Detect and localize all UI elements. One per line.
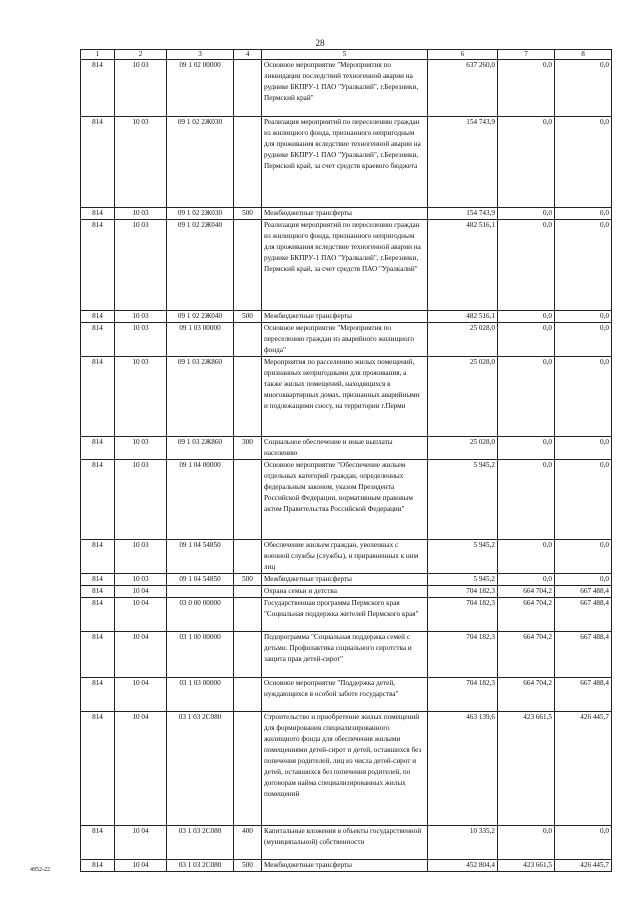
cell-target-article: 03 1 03 2С080	[167, 712, 234, 826]
cell-expense-type	[234, 460, 262, 540]
cell-expense-type	[234, 357, 262, 437]
cell-amount-2: 0,0	[498, 437, 555, 460]
cell-amount-1: 5 945,2	[428, 574, 498, 586]
cell-amount-3: 0,0	[555, 323, 612, 357]
cell-section: 10 03	[115, 460, 167, 540]
cell-amount-2: 664 704,2	[498, 632, 555, 678]
table-row	[81, 437, 612, 460]
cell-amount-3: 0,0	[555, 208, 612, 220]
cell-section: 10 04	[115, 712, 167, 826]
cell-amount-2: 0,0	[498, 323, 555, 357]
cell-expense-type	[234, 117, 262, 208]
cell-target-article: 09 1 04 54850	[167, 574, 234, 586]
cell-section: 10 03	[115, 357, 167, 437]
cell-name: Основное мероприятие "Обеспечение жильем отдельных категорий граждан, определенных федеральным законом, указом Президента Российской Федерации, нормативным правовым актом Правительства Российской Федерации"	[262, 460, 428, 540]
cell-name: Основное мероприятие "Мероприятия по переселению граждан из аварийного жилищного фонда"	[262, 323, 428, 357]
column-header: 1	[81, 50, 115, 60]
cell-ministry: 814	[81, 323, 115, 357]
cell-expense-type	[234, 540, 262, 574]
cell-target-article: 09 1 03 00000	[167, 323, 234, 357]
cell-name: Государственная программа Пермского края "Социальная поддержка жителей Пермского края"	[262, 598, 428, 632]
cell-target-article: 09 1 04 54850	[167, 540, 234, 574]
cell-expense-type: 500	[234, 860, 262, 872]
table-row	[81, 357, 612, 437]
cell-amount-1: 5 945,2	[428, 460, 498, 540]
cell-ministry: 814	[81, 586, 115, 598]
cell-amount-1: 5 945,2	[428, 540, 498, 574]
cell-section: 10 04	[115, 598, 167, 632]
budget-table	[80, 49, 612, 872]
cell-section: 10 03	[115, 208, 167, 220]
column-header: 2	[115, 50, 167, 60]
column-header: 5	[262, 50, 428, 60]
cell-expense-type	[234, 323, 262, 357]
cell-expense-type: 300	[234, 437, 262, 460]
cell-amount-3: 667 488,4	[555, 678, 612, 712]
cell-name: Мероприятия по расселению жилых помещений, признанных непригодными для проживания, а также жилых помещений, находящихся в многоквартирных домах, признанных аварийными и подлежащими сносу, на территории г.Перми	[262, 357, 428, 437]
cell-ministry: 814	[81, 574, 115, 586]
cell-ministry: 814	[81, 208, 115, 220]
cell-target-article: 03 1 00 00000	[167, 632, 234, 678]
cell-amount-2: 0,0	[498, 540, 555, 574]
cell-amount-1: 25 028,0	[428, 437, 498, 460]
table-row	[81, 540, 612, 574]
table-row	[81, 860, 612, 872]
cell-ministry: 814	[81, 540, 115, 574]
cell-expense-type: 500	[234, 574, 262, 586]
cell-target-article: 09 1 02 2Ж030	[167, 208, 234, 220]
cell-name: Охрана семьи и детства	[262, 586, 428, 598]
cell-name: Межбюджетные трансферты	[262, 574, 428, 586]
cell-target-article: 03 1 03 2С080	[167, 860, 234, 872]
table-row	[81, 460, 612, 540]
cell-target-article: 09 1 03 2Ж860	[167, 437, 234, 460]
cell-amount-2: 0,0	[498, 60, 555, 117]
cell-target-article: 09 1 02 2Ж040	[167, 220, 234, 311]
table-row	[81, 826, 612, 860]
cell-ministry: 814	[81, 357, 115, 437]
cell-expense-type: 500	[234, 208, 262, 220]
cell-section: 10 04	[115, 586, 167, 598]
cell-section: 10 03	[115, 437, 167, 460]
table-row	[81, 311, 612, 323]
cell-amount-1: 704 182,3	[428, 586, 498, 598]
cell-target-article: 09 1 03 2Ж860	[167, 357, 234, 437]
cell-amount-3: 0,0	[555, 357, 612, 437]
cell-target-article: 09 1 02 2Ж030	[167, 117, 234, 208]
cell-name: Основное мероприятие "Поддержка детей, нуждающихся в особой заботе государства"	[262, 678, 428, 712]
cell-amount-3: 667 488,4	[555, 598, 612, 632]
cell-target-article: 03 0 00 00000	[167, 598, 234, 632]
cell-amount-1: 10 335,2	[428, 826, 498, 860]
cell-amount-1: 637 260,0	[428, 60, 498, 117]
cell-amount-1: 25 028,0	[428, 323, 498, 357]
cell-amount-2: 0,0	[498, 357, 555, 437]
footer-code: 4952-22	[30, 867, 50, 873]
cell-target-article: 03 1 03 2С080	[167, 826, 234, 860]
cell-amount-3: 0,0	[555, 60, 612, 117]
cell-ministry: 814	[81, 826, 115, 860]
cell-ministry: 814	[81, 598, 115, 632]
cell-expense-type	[234, 598, 262, 632]
cell-amount-1: 154 743,9	[428, 117, 498, 208]
cell-expense-type	[234, 220, 262, 311]
table-row	[81, 712, 612, 826]
cell-amount-2: 0,0	[498, 574, 555, 586]
cell-amount-3: 0,0	[555, 540, 612, 574]
cell-ministry: 814	[81, 437, 115, 460]
table-row	[81, 598, 612, 632]
cell-expense-type: 400	[234, 826, 262, 860]
cell-name: Строительство и приобретение жилых помещений для формирования специализированного жилищного фонда для обеспечения жилыми помещениями детей-сирот и детей, оставшихся без попечения родителей, лиц из числа детей-сирот и детей, оставшихся без попечения родителей, по договорам найма специализированных жилых помещений	[262, 712, 428, 826]
column-header: 7	[498, 50, 555, 60]
cell-expense-type	[234, 712, 262, 826]
column-header: 3	[167, 50, 234, 60]
table-row	[81, 678, 612, 712]
column-header: 4	[234, 50, 262, 60]
cell-amount-3: 667 488,4	[555, 632, 612, 678]
cell-target-article: 03 1 03 00000	[167, 678, 234, 712]
cell-amount-2: 0,0	[498, 117, 555, 208]
cell-amount-1: 452 804,4	[428, 860, 498, 872]
table-row	[81, 60, 612, 117]
cell-amount-1: 463 139,6	[428, 712, 498, 826]
cell-ministry: 814	[81, 678, 115, 712]
cell-amount-2: 0,0	[498, 311, 555, 323]
table-row	[81, 117, 612, 208]
cell-expense-type	[234, 678, 262, 712]
cell-amount-2: 423 661,5	[498, 860, 555, 872]
cell-ministry: 814	[81, 117, 115, 208]
table-row	[81, 208, 612, 220]
cell-section: 10 03	[115, 60, 167, 117]
cell-amount-3: 0,0	[555, 574, 612, 586]
cell-amount-1: 482 516,1	[428, 311, 498, 323]
cell-amount-3: 0,0	[555, 437, 612, 460]
cell-name: Межбюджетные трансферты	[262, 860, 428, 872]
cell-amount-1: 704 182,3	[428, 632, 498, 678]
cell-section: 10 04	[115, 632, 167, 678]
table-body	[81, 60, 612, 872]
cell-amount-1: 25 028,0	[428, 357, 498, 437]
cell-target-article: 09 1 04 00000	[167, 460, 234, 540]
cell-amount-2: 0,0	[498, 460, 555, 540]
cell-ministry: 814	[81, 220, 115, 311]
cell-section: 10 03	[115, 117, 167, 208]
cell-target-article: 09 1 02 2Ж040	[167, 311, 234, 323]
cell-expense-type	[234, 632, 262, 678]
cell-amount-1: 154 743,9	[428, 208, 498, 220]
cell-amount-2: 664 704,2	[498, 586, 555, 598]
cell-name: Обеспечение жильем граждан, уволенных с военной службы (службы), и приравненных к ним лиц	[262, 540, 428, 574]
cell-name: Реализация мероприятий по переселению граждан из жилищного фонда, признанного непригодным для проживания вследствие техногенной аварии на руднике БКПРУ-1 ПАО "Уралкалий", г.Березники, Пермский край, за счет средств краевого бюджета	[262, 117, 428, 208]
cell-section: 10 03	[115, 574, 167, 586]
column-header: 8	[555, 50, 612, 60]
cell-amount-1: 704 182,3	[428, 678, 498, 712]
table-row	[81, 574, 612, 586]
column-header: 6	[428, 50, 498, 60]
cell-amount-2: 664 704,2	[498, 678, 555, 712]
cell-target-article	[167, 586, 234, 598]
cell-amount-3: 0,0	[555, 826, 612, 860]
cell-name: Межбюджетные трансферты	[262, 311, 428, 323]
cell-target-article: 09 1 02 00000	[167, 60, 234, 117]
cell-ministry: 814	[81, 712, 115, 826]
cell-name: Основное мероприятие "Мероприятия по ликвидации последствий техногенной аварии на руднике БКПРУ-1 ПАО "Уралкалий", г.Березники, Пермский край"	[262, 60, 428, 117]
cell-amount-3: 0,0	[555, 460, 612, 540]
table-row	[81, 586, 612, 598]
table-row	[81, 632, 612, 678]
cell-amount-2: 423 661,5	[498, 712, 555, 826]
cell-amount-3: 426 445,7	[555, 712, 612, 826]
cell-amount-2: 0,0	[498, 220, 555, 311]
cell-expense-type	[234, 586, 262, 598]
cell-ministry: 814	[81, 311, 115, 323]
cell-section: 10 03	[115, 323, 167, 357]
cell-section: 10 04	[115, 826, 167, 860]
cell-amount-1: 482 516,1	[428, 220, 498, 311]
header-row	[81, 50, 612, 60]
cell-name: Подпрограмма "Социальная поддержка семей с детьми. Профилактика социального сиротства и защита прав детей-сирот"	[262, 632, 428, 678]
cell-section: 10 03	[115, 220, 167, 311]
cell-ministry: 814	[81, 60, 115, 117]
page-number: 28	[315, 38, 325, 48]
cell-amount-2: 0,0	[498, 208, 555, 220]
cell-amount-2: 0,0	[498, 826, 555, 860]
cell-expense-type	[234, 60, 262, 117]
cell-amount-2: 664 704,2	[498, 598, 555, 632]
cell-ministry: 814	[81, 860, 115, 872]
cell-amount-3: 0,0	[555, 220, 612, 311]
cell-section: 10 03	[115, 540, 167, 574]
cell-amount-3: 667 488,4	[555, 586, 612, 598]
cell-section: 10 04	[115, 678, 167, 712]
table-row	[81, 323, 612, 357]
cell-name: Реализация мероприятий по переселению граждан из жилищного фонда, признанного непригодным для проживания вследствие техногенной аварии на руднике БКПРУ-1 ПАО "Уралкалий", г.Березники, Пермский край, за счет средств ПАО "Уралкалий"	[262, 220, 428, 311]
cell-name: Капитальные вложения в объекты государственной (муниципальной) собственности	[262, 826, 428, 860]
cell-name: Социальное обеспечение и иные выплаты населению	[262, 437, 428, 460]
table-row	[81, 220, 612, 311]
cell-ministry: 814	[81, 632, 115, 678]
cell-ministry: 814	[81, 460, 115, 540]
cell-amount-3: 426 445,7	[555, 860, 612, 872]
cell-section: 10 04	[115, 860, 167, 872]
cell-name: Межбюджетные трансферты	[262, 208, 428, 220]
cell-amount-1: 704 182,3	[428, 598, 498, 632]
cell-section: 10 03	[115, 311, 167, 323]
cell-expense-type: 500	[234, 311, 262, 323]
cell-amount-3: 0,0	[555, 311, 612, 323]
cell-amount-3: 0,0	[555, 117, 612, 208]
